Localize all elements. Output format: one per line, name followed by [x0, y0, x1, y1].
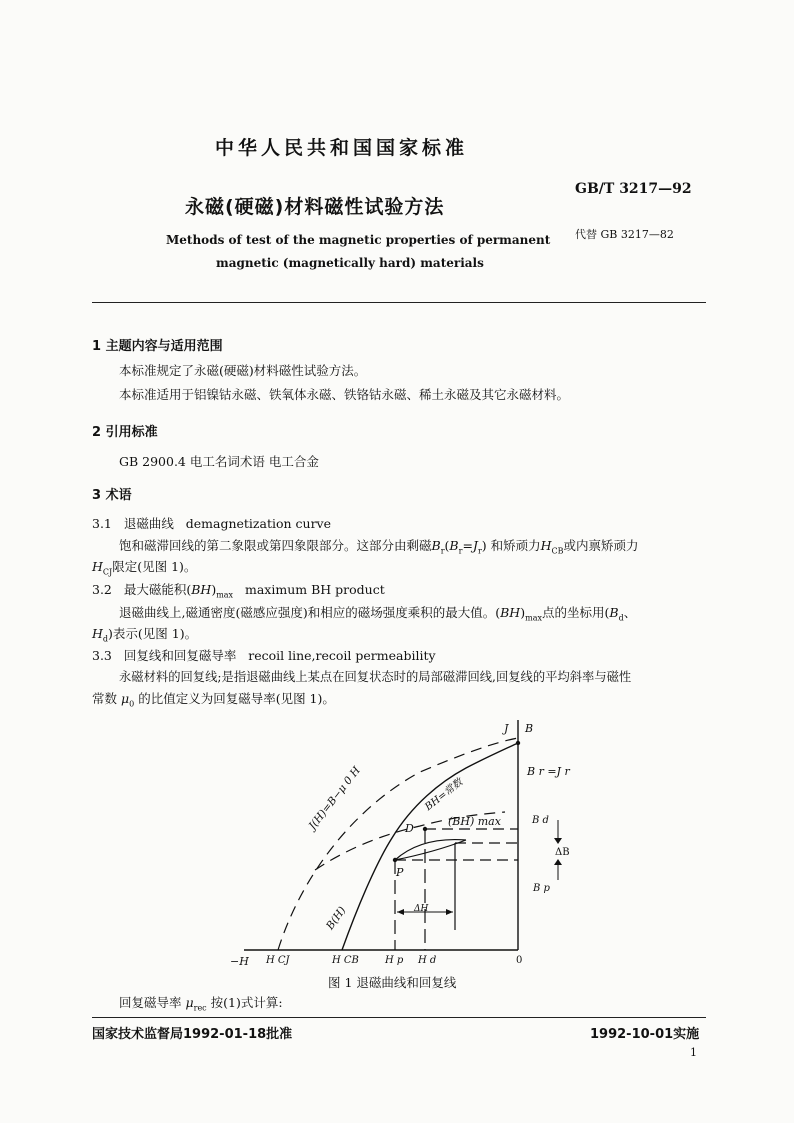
section-1-heading: 1 主题内容与适用范围 — [92, 339, 223, 354]
br-point — [516, 741, 520, 745]
term-3-1-text-b: 和矫顽力 — [490, 538, 541, 553]
term-3-2-en: maximum BH product — [245, 582, 385, 597]
term-3-2-heading: 3.2 最大磁能积$(BH)_{max}$ maximum BH product — [92, 582, 385, 600]
footer-divider — [92, 1017, 706, 1018]
point-d — [423, 827, 427, 831]
section-1-para-1: 本标准规定了永磁(硬磁)材料磁性试验方法。 — [119, 363, 367, 378]
term-3-1-text-a: 饱和磁滞回线的第二象限或第四象限部分。这部分由剩磁 — [119, 538, 432, 553]
national-standard-title: 中华人民共和国国家标准 — [215, 137, 469, 159]
term-3-2-text-line2: $H_d$)表示(见图 1)。 — [92, 626, 198, 644]
term-3-1-text-d: 限定(见图 1)。 — [112, 559, 197, 574]
recoil-permeability-formula-intro: 回复磁导率 $\mu_{rec}$ 按(1)式计算: — [119, 995, 283, 1013]
point-p — [393, 858, 397, 862]
delta-h-arrowhead-left — [397, 909, 404, 915]
label-bh-curve: B(H) — [324, 904, 349, 932]
section-1-para-2: 本标准适用于铝镍钴永磁、铁氧体永磁、铁铬钴永磁、稀土永磁及其它永磁材料。 — [119, 387, 570, 402]
term-3-3-cn: 回复线和回复磁导率 — [123, 648, 237, 663]
label-origin: 0 — [516, 955, 523, 966]
page-number: 1 — [690, 1046, 697, 1059]
label-bp: B p — [533, 883, 550, 894]
term-3-3-en: recoil line,recoil permeability — [248, 648, 436, 663]
delta-b-arrowhead-top — [554, 838, 562, 844]
label-hp: H p — [385, 955, 404, 966]
term-3-1-number: 3.1 — [92, 516, 112, 531]
approval-date: 国家技术监督局1992-01-18批准 — [92, 1027, 293, 1042]
intrinsic-curve-jh — [278, 738, 518, 950]
label-b-axis: B — [525, 722, 534, 735]
label-bhmax: (BH) max — [448, 815, 501, 828]
label-hcj: H CJ — [266, 955, 290, 966]
recoil-intro-a: 回复磁导率 — [119, 995, 182, 1010]
term-3-2-text-c: 表示(见图 1)。 — [112, 626, 198, 641]
label-jh-curve: J(H)=B−μ 0 H — [306, 764, 363, 832]
term-3-3-text-a: 常数 — [92, 691, 118, 706]
term-3-1-text-line2: $H_{CJ}$限定(见图 1)。 — [92, 559, 197, 577]
term-3-3-text-b: 的比值定义为回复磁导率(见图 1)。 — [138, 691, 335, 706]
term-3-1-en: demagnetization curve — [185, 516, 332, 531]
term-3-1-text-line1: 饱和磁滞回线的第二象限或第四象限部分。这部分由剩磁$B_r(B_r=J_r)$ 和矫顽力$H_{CB}$或内禀矫顽力 — [119, 538, 639, 556]
replaces-standard: 代替 GB 3217—82 — [575, 228, 674, 241]
term-3-2-cn: 最大磁能积 — [123, 582, 187, 597]
label-point-p: P — [396, 866, 404, 879]
label-hd: H d — [418, 955, 437, 966]
term-3-2-number: 3.2 — [92, 582, 112, 597]
label-point-d: D — [405, 822, 414, 835]
recoil-intro-b: 按(1)式计算: — [210, 995, 283, 1010]
term-3-1-text-c: 或内禀矫顽力 — [563, 538, 639, 553]
term-3-2-text-a: 退磁曲线上,磁通密度(磁感应强度)和相应的磁场强度乘积的最大值。 — [119, 605, 496, 620]
document-title-en-line2: magnetic (magnetically hard) materials — [216, 256, 484, 270]
label-br-jr: B r =J r — [527, 765, 570, 778]
delta-b-arrowhead-bottom — [554, 859, 562, 865]
label-delta-h: ΔH — [414, 904, 429, 914]
implementation-date: 1992-10-01实施 — [590, 1027, 700, 1042]
term-3-3-number: 3.3 — [92, 648, 112, 663]
label-delta-b: ΔB — [555, 847, 570, 858]
section-3-heading: 3 术语 — [92, 488, 132, 503]
term-3-1-cn: 退磁曲线 — [123, 516, 174, 531]
standard-number: GB/T 3217—92 — [575, 181, 692, 197]
term-3-2-text-line1: 退磁曲线上,磁通密度(磁感应强度)和相应的磁场强度乘积的最大值。$(BH)_{max}$点的坐标用($B_d$、 — [119, 605, 637, 623]
label-j-axis: J — [504, 722, 509, 735]
label-hcb: H CB — [332, 955, 359, 966]
delta-h-arrowhead-right — [446, 909, 453, 915]
label-bd: B d — [532, 815, 549, 826]
document-title-en-line1: Methods of test of the magnetic properties of permanent — [166, 233, 551, 247]
demagnetization-curve-bh — [342, 743, 518, 950]
document-title-cn: 永磁(硬磁)材料磁性试验方法 — [185, 196, 445, 218]
reference-standard: GB 2900.4 电工名词术语 电工合金 — [119, 454, 319, 469]
figure-1-caption: 图 1 退磁曲线和回复线 — [328, 975, 457, 990]
term-3-2-text-b: 点的坐标用( — [541, 605, 610, 620]
label-bh-constant: BH=常数 — [423, 776, 466, 813]
term-3-3-text-line2: 常数 $\mu_0$ 的比值定义为回复磁导率(见图 1)。 — [92, 691, 335, 709]
label-neg-h: −H — [230, 955, 249, 968]
term-3-3-text-line1: 永磁材料的回复线;是指退磁曲线上某点在回复状态时的局部磁滞回线,回复线的平均斜率与磁性 — [119, 670, 632, 684]
section-2-heading: 2 引用标准 — [92, 425, 158, 440]
